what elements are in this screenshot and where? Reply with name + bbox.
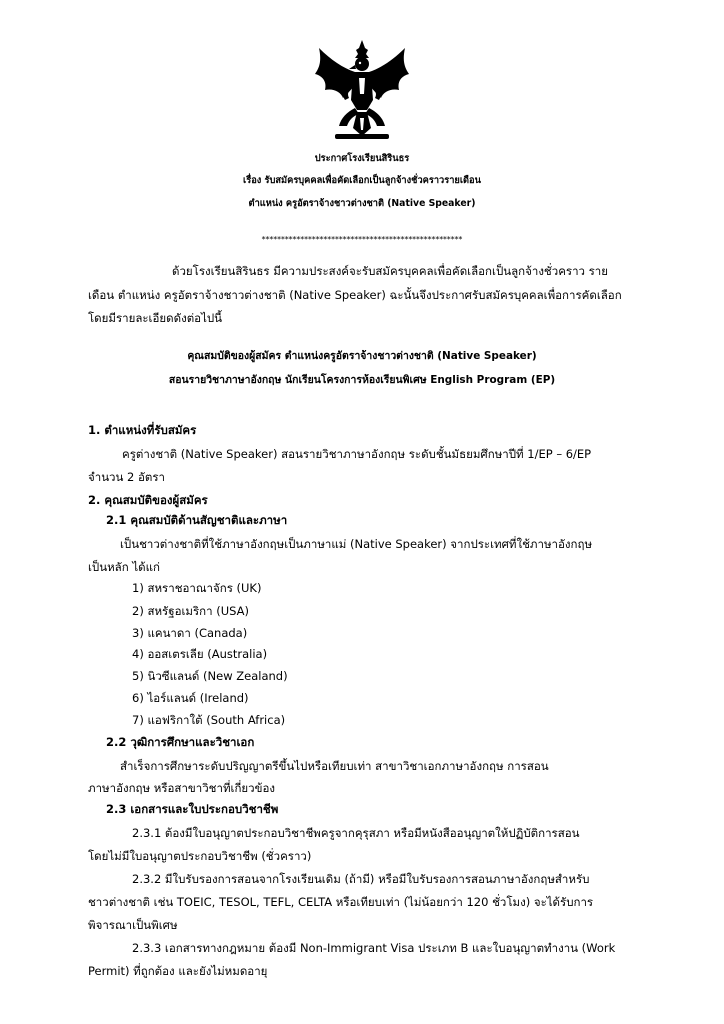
separator-line: ****************************************************	[261, 235, 463, 244]
section-2-2-heading: 2.2 วุฒิการศึกษาและวิชาเอก	[106, 735, 255, 749]
section-2-3-2-line-2: ชาวต่างชาติ เช่น TOEIC, TESOL, TEFL, CELTA หรือเทียบเท่า (ไม่น้อยกว่า 120 ชั่วโมง) จะได้รับการ	[88, 895, 594, 909]
country-list-item: 5) นิวซีแลนด์ (New Zealand)	[132, 669, 288, 683]
section-2-3-2-line-1: 2.3.2 มีใบรับรองการสอนจากโรงเรียนเดิม (ถ้ามี) หรือมีใบรับรองการสอนภาษาอังกฤษสำหรับ	[132, 872, 590, 886]
section-2-2-line-2: ภาษาอังกฤษ หรือสาขาวิชาที่เกี่ยวข้อง	[88, 781, 275, 795]
section-2-3-2-line-3: พิจารณาเป็นพิเศษ	[88, 918, 178, 932]
garuda-emblem	[313, 38, 411, 142]
country-list-item: 6) ไอร์แลนด์ (Ireland)	[132, 691, 249, 705]
intro-line-3: โดยมีรายละเอียดดังต่อไปนี้	[88, 311, 223, 325]
intro-line-1: ด้วยโรงเรียนสิรินธร มีความประสงค์จะรับสมัครบุคคลเพื่อคัดเลือกเป็นลูกจ้างชั่วคราว ราย	[172, 264, 609, 278]
qualifications-title-line-2: สอนรายวิชาภาษาอังกฤษ นักเรียนโครงการห้องเรียนพิเศษ English Program (EP)	[168, 374, 556, 386]
section-2-1-line-2: เป็นหลัก ได้แก่	[88, 560, 160, 574]
section-2-3-heading: 2.3 เอกสารและใบประกอบวิชาชีพ	[106, 802, 279, 816]
section-1-line-2: จำนวน 2 อัตรา	[88, 470, 166, 484]
country-list-item: 4) ออสเตรเลีย (Australia)	[132, 647, 268, 661]
section-2-heading: 2. คุณสมบัติของผู้สมัคร	[88, 493, 208, 507]
section-2-3-1-line-1: 2.3.1 ต้องมีใบอนุญาตประกอบวิชาชีพครูจากคุรุสภา หรือมีหนังสืออนุญาตให้ปฏิบัติการสอน	[132, 826, 580, 840]
announcement-title: ประกาศโรงเรียนสิรินธร	[314, 153, 410, 164]
section-2-3-1-line-2: โดยไม่มีใบอนุญาตประกอบวิชาชีพ (ชั่วคราว)	[88, 849, 312, 863]
country-list-item: 2) สหรัฐอเมริกา (USA)	[132, 604, 250, 618]
announcement-subject: เรื่อง รับสมัครบุคคลเพื่อคัดเลือกเป็นลูกจ้างชั่วคราวรายเดือน	[243, 175, 481, 186]
country-list-item: 3) แคนาดา (Canada)	[132, 626, 248, 640]
section-2-1-line-1: เป็นชาวต่างชาติที่ใช้ภาษาอังกฤษเป็นภาษาแม่ (Native Speaker) จากประเทศที่ใช้ภาษาอังกฤษ	[120, 537, 593, 551]
section-2-1-heading: 2.1 คุณสมบัติด้านสัญชาติและภาษา	[106, 513, 288, 527]
announcement-position: ตำแหน่ง ครูอัตราจ้างชาวต่างชาติ (Native Speaker)	[248, 198, 476, 209]
intro-line-2: เดือน ตำแหน่ง ครูอัตราจ้างชาวต่างชาติ (Native Speaker) ฉะนั้นจึงประกาศรับสมัครบุคคลเพื่อการคัดเลือก	[88, 288, 622, 302]
qualifications-title-line-1: คุณสมบัติของผู้สมัคร ตำแหน่งครูอัตราจ้างชาวต่างชาติ (Native Speaker)	[187, 350, 537, 362]
section-2-2-line-1: สำเร็จการศึกษาระดับปริญญาตรีขึ้นไปหรือเทียบเท่า สาขาวิชาเอกภาษาอังกฤษ การสอน	[120, 759, 549, 773]
section-2-3-3-line-2: Permit) ที่ถูกต้อง และยังไม่หมดอายุ	[88, 964, 268, 978]
section-2-3-3-line-1: 2.3.3 เอกสารทางกฎหมาย ต้องมี Non-Immigrant Visa ประเภท B และใบอนุญาตทำงาน (Work	[132, 941, 616, 955]
country-list-item: 7) แอฟริกาใต้ (South Africa)	[132, 713, 286, 727]
section-1-heading: 1. ตำแหน่งที่รับสมัคร	[88, 423, 197, 437]
country-list-item: 1) สหราชอาณาจักร (UK)	[132, 581, 262, 595]
section-1-line-1: ครูต่างชาติ (Native Speaker) สอนรายวิชาภาษาอังกฤษ ระดับชั้นมัธยมศึกษาปีที่ 1/EP – 6/EP	[122, 447, 592, 461]
